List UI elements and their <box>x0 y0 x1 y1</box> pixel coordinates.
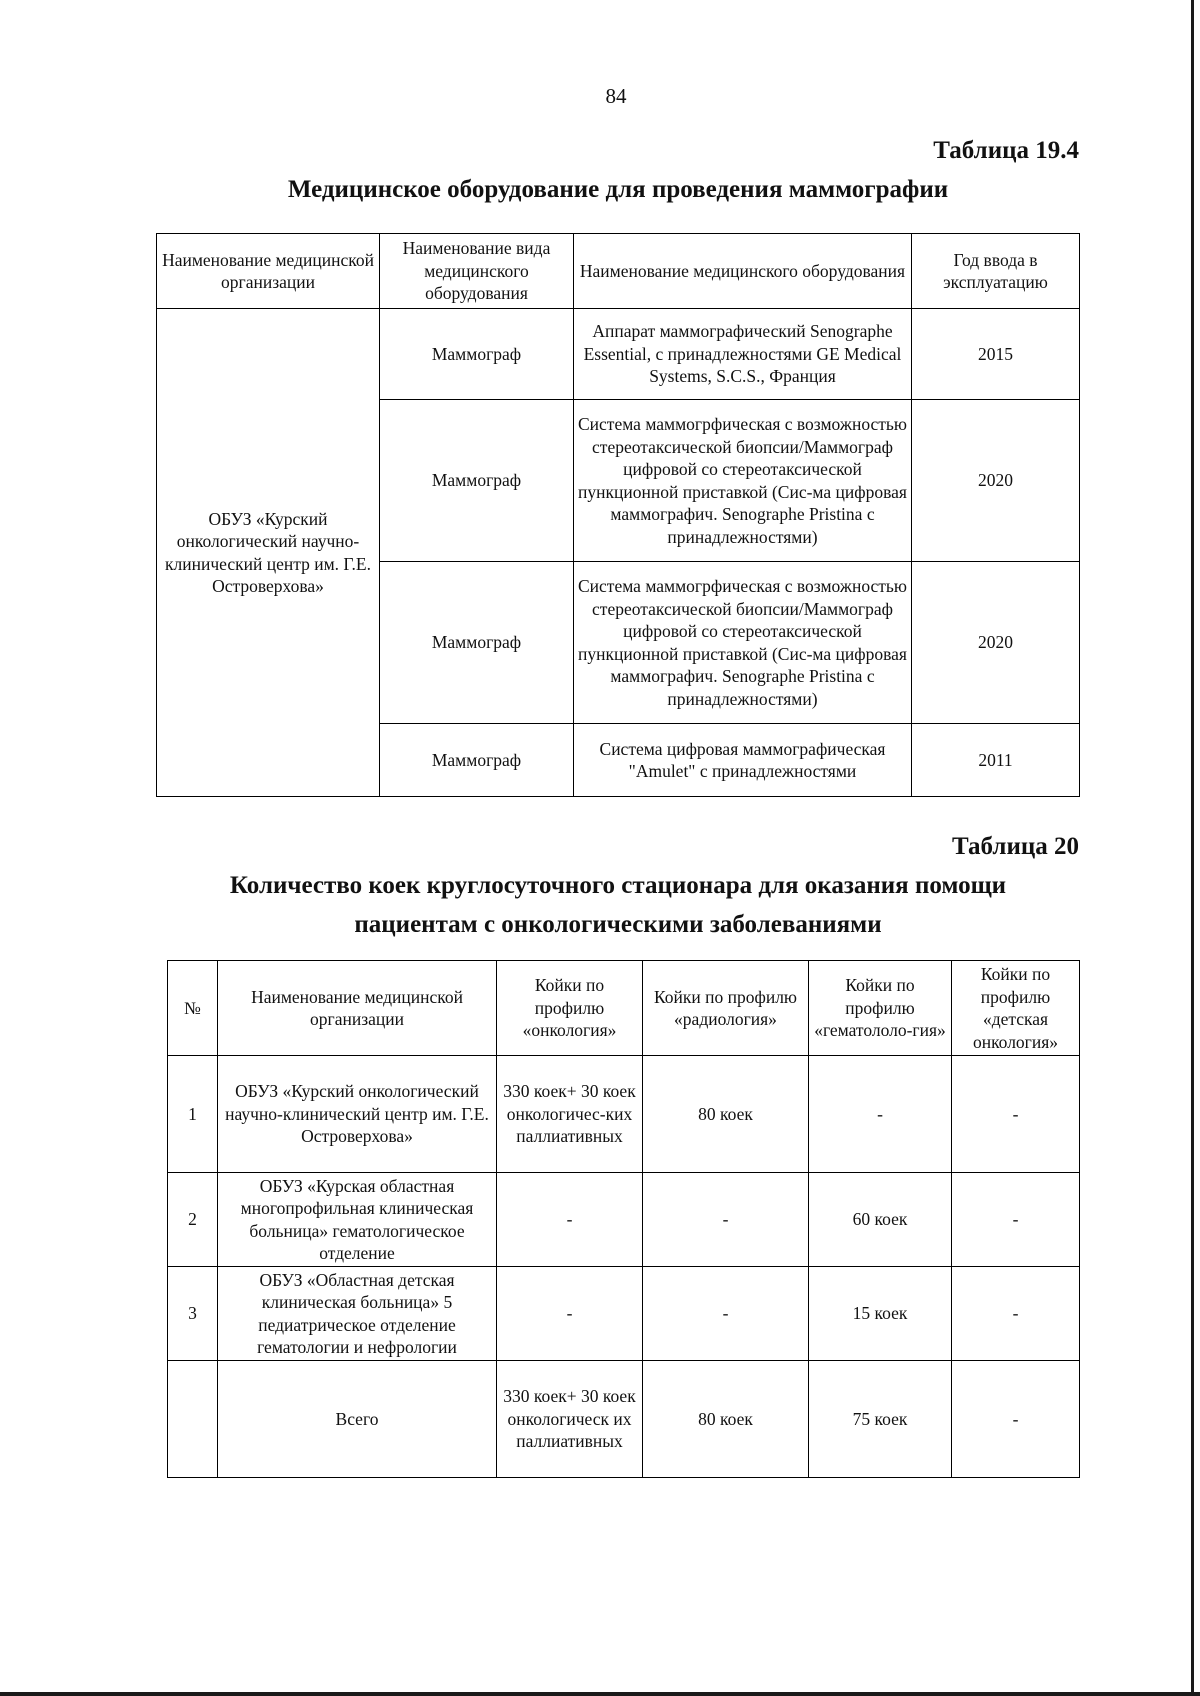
equipment-type-cell: Маммограф <box>380 400 574 562</box>
pediatric-oncology-cell: - <box>952 1173 1080 1267</box>
radiology-cell: 80 коек <box>643 1361 809 1478</box>
row-number-cell: 1 <box>168 1056 218 1173</box>
table-row <box>168 1056 1080 1173</box>
oncology-cell: 330 коек+ 30 коек онкологичес-ких паллиативных <box>497 1056 643 1173</box>
table2-label: Таблица 20 <box>951 833 1079 860</box>
equipment-name-cell: Система маммогрфическая с возможностью стереотаксической биопсии/Маммограф цифровой со стереотаксической пункционной приставкой (Сис-ма цифровая маммографич. Senographe Pristina с принадлежностями) <box>574 400 912 562</box>
scan-edge-bottom <box>0 1692 1200 1696</box>
year-cell: 2011 <box>912 724 1080 797</box>
row-number-cell: 3 <box>168 1267 218 1361</box>
hematology-cell: 75 коек <box>809 1361 952 1478</box>
radiology-cell: 80 коек <box>643 1056 809 1173</box>
table2-title <box>150 866 1086 944</box>
header-radiology: Койки по профилю «радиология» <box>643 961 809 1056</box>
oncology-cell: - <box>497 1173 643 1267</box>
table1-label: Таблица 19.4 <box>933 137 1079 164</box>
table-row <box>168 1173 1080 1267</box>
year-cell: 2015 <box>912 309 1080 400</box>
equipment-type-cell: Маммограф <box>380 724 574 797</box>
year-cell: 2020 <box>912 562 1080 724</box>
scan-edge-right <box>1191 0 1194 1696</box>
radiology-cell: - <box>643 1267 809 1361</box>
row-number-cell: 2 <box>168 1173 218 1267</box>
hematology-cell: - <box>809 1056 952 1173</box>
header-equipment-name: Наименование медицинского оборудования <box>574 234 912 309</box>
header-pediatric-oncology: Койки по профилю «детская онкология» <box>952 961 1080 1056</box>
pediatric-oncology-cell: - <box>952 1056 1080 1173</box>
equipment-name-cell: Система маммогрфическая с возможностью стереотаксической биопсии/Маммограф цифровой со стереотаксической пункционной приставкой (Сис-ма цифровая маммографич. Senographe Pristina с принадлежностями) <box>574 562 912 724</box>
equipment-type-cell: Маммограф <box>380 562 574 724</box>
header-organization: Наименование медицинской организации <box>157 234 380 309</box>
table-row <box>168 1267 1080 1361</box>
table-header-row <box>157 234 1080 309</box>
header-number: № <box>168 961 218 1056</box>
oncology-cell: - <box>497 1267 643 1361</box>
page-number: 84 <box>605 84 627 108</box>
equipment-type-cell: Маммограф <box>380 309 574 400</box>
header-organization: Наименование медицинской организации <box>218 961 497 1056</box>
header-hematology: Койки по профилю «гематололо-гия» <box>809 961 952 1056</box>
pediatric-oncology-cell: - <box>952 1267 1080 1361</box>
hematology-cell: 60 коек <box>809 1173 952 1267</box>
table2-title-line1: Количество коек круглосуточного стационара для оказания помощи <box>229 872 1007 899</box>
table-row <box>157 309 1080 400</box>
oncology-cell: 330 коек+ 30 коек онкологическ их паллиативных <box>497 1361 643 1478</box>
equipment-name-cell: Аппарат маммографический Senographe Essential, с принадлежностями GE Medical Systems, S.C.S., Франция <box>574 309 912 400</box>
table-row <box>168 1361 1080 1478</box>
header-year: Год ввода в эксплуатацию <box>912 234 1080 309</box>
table-header-row <box>168 961 1080 1056</box>
hematology-cell: 15 коек <box>809 1267 952 1361</box>
equipment-name-cell: Система цифровая маммографическая "Amulet" с принадлежностями <box>574 724 912 797</box>
equipment-table <box>156 233 1080 797</box>
pediatric-oncology-cell: - <box>952 1361 1080 1478</box>
table2-title-line2: пациентам с онкологическими заболеваниями <box>354 911 882 938</box>
organization-cell: ОБУЗ «Областная детская клиническая больница» 5 педиатрическое отделение гематологии и нефрологии <box>218 1267 497 1361</box>
organization-cell: ОБУЗ «Курский онкологический научно-клинический центр им. Г.Е. Островерхова» <box>218 1056 497 1173</box>
radiology-cell: - <box>643 1173 809 1267</box>
year-cell: 2020 <box>912 400 1080 562</box>
organization-cell: Всего <box>218 1361 497 1478</box>
beds-table <box>167 960 1080 1478</box>
header-oncology: Койки по профилю «онкология» <box>497 961 643 1056</box>
row-number-cell <box>168 1361 218 1478</box>
organization-cell: ОБУЗ «Курская областная многопрофильная клиническая больница» гематологическое отделение <box>218 1173 497 1267</box>
table1-title: Медицинское оборудование для проведения маммографии <box>287 176 949 203</box>
organization-cell: ОБУЗ «Курский онкологический научно-клинический центр им. Г.Е. Островерхова» <box>157 309 380 797</box>
header-equipment-type: Наименование вида медицинского оборудования <box>380 234 574 309</box>
